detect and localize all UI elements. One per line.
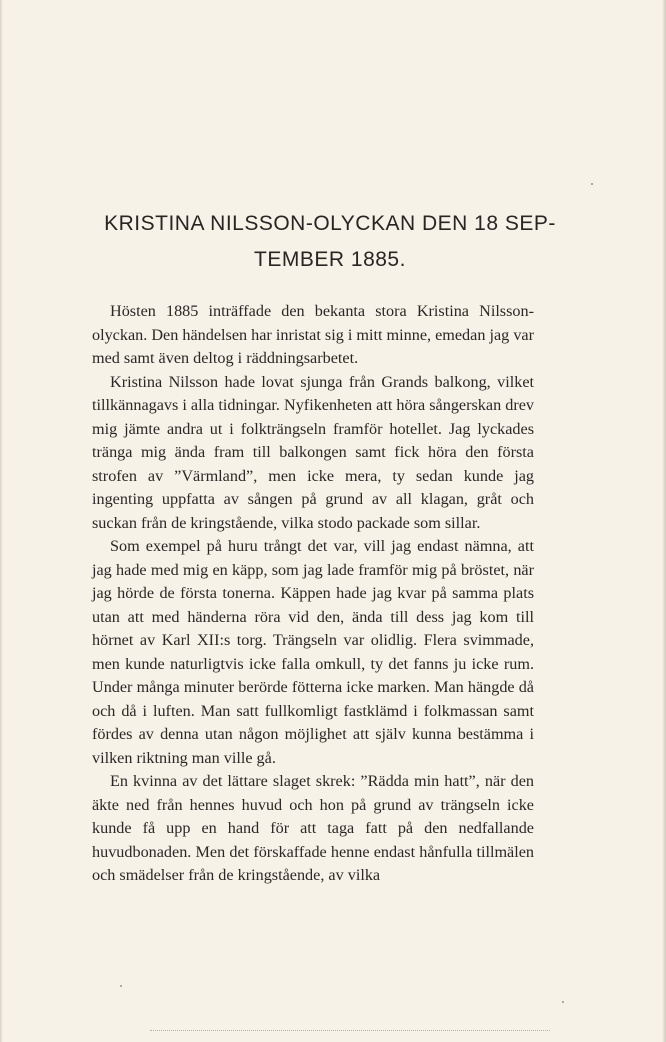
title-line-2: TEMBER 1885. bbox=[254, 248, 406, 271]
body-text bbox=[92, 300, 534, 888]
page-edge-right bbox=[662, 0, 666, 1042]
paper-speck bbox=[120, 985, 122, 987]
page-title bbox=[60, 206, 600, 278]
paragraph-1: Hösten 1885 inträffade den bekanta stora Kristina Nilsson-olyckan. Den händelsen har inristat sig i mitt minne, emedan jag var med samt även deltog i räddningsarbetet. bbox=[92, 302, 534, 367]
paragraph-4: En kvinna av det lättare slaget skrek: ”Rädda min hatt”, när den äkte ned från hennes huvud och hon på grund av trängseln icke kunde få upp en hand för att taga fatt på den nedfallande huvudbonaden. Men det förskaffade henne endast hånfulla tillmälen och smädelser från de kringstående, av vilka bbox=[92, 772, 534, 884]
title-line-1: KRISTINA NILSSON-OLYCKAN DEN 18 SEP- bbox=[104, 212, 556, 235]
paper-speck bbox=[591, 183, 593, 185]
paragraph-3: Som exempel på huru trångt det var, vill jag endast nämna, att jag hade med mig en käpp, som jag lade framför mig på bröstet, när jag hörde de första tonerna. Käppen hade jag kvar på samma plats utan att med händerna röra vid den, ända till dess jag kom till hörnet av Karl XII:s torg. Trängseln var olidlig. Flera svimmade, men kunde naturligtvis icke falla omkull, ty det fanns ju icke rum. Under många minuter berörde fötterna icke marken. Man hängde då och då i luften. Man satt fullkomligt fastklämd i folkmassan samt fördes av denna utan någon möjlighet att själv kunna bestämma i vilken riktning man ville gå. bbox=[92, 537, 534, 767]
page-edge-left bbox=[0, 0, 3, 1042]
paper-speck bbox=[562, 1001, 564, 1003]
paragraph-2: Kristina Nilsson hade lovat sjunga från Grands balkong, vilket tillkännagavs i alla tidningar. Nyfikenheten att höra sångerskan drev mig jämte andra ut i folkträngseln framför hotellet. Jag lyckades tränga mig ända fram till balkongen samt fick höra den första strofen av ”Värmland”, men icke mera, ty sedan kunde jag ingenting uppfatta av sången på grund av all klagan, gråt och suckan från de kringstående, vilka stodo packade som sillar. bbox=[92, 372, 534, 532]
bottom-dotted-line bbox=[150, 1030, 550, 1033]
